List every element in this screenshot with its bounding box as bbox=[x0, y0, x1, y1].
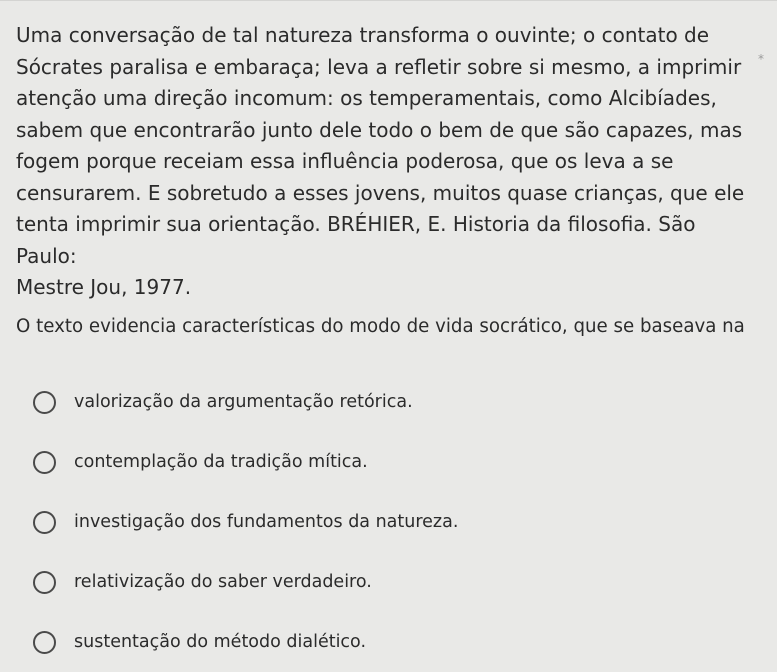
answer-option-a[interactable] bbox=[33, 372, 753, 432]
answer-option-e[interactable] bbox=[33, 612, 753, 672]
radio-button-icon[interactable] bbox=[33, 391, 56, 414]
radio-button-icon[interactable] bbox=[33, 571, 56, 594]
required-asterisk: * bbox=[758, 52, 764, 66]
top-divider bbox=[0, 0, 777, 1]
answer-option-label: sustentação do método dialético. bbox=[74, 632, 367, 652]
answer-option-label: contemplação da tradição mítica. bbox=[74, 452, 368, 472]
radio-button-icon[interactable] bbox=[33, 631, 56, 654]
answer-option-c[interactable] bbox=[33, 492, 753, 552]
answer-options bbox=[33, 372, 753, 672]
radio-button-icon[interactable] bbox=[33, 451, 56, 474]
question-prompt: O texto evidencia características do modo de vida socrático, que se baseava na bbox=[16, 316, 745, 337]
radio-button-icon[interactable] bbox=[33, 511, 56, 534]
answer-option-label: relativização do saber verdadeiro. bbox=[74, 572, 372, 592]
passage-text: Uma conversação de tal natureza transforma o ouvinte; o contato de Sócrates paralisa e embaraça; leva a refletir sobre si mesmo, a imprimir atenção uma direção incomum: os temperamentais, como Alcibíades, sabem que encontrarão junto dele todo o bem de que são capazes, mas fogem porque receiam essa influência poderosa, que os leva a se censurarem. E sobretudo a esses jovens, muitos quase crianças, que ele tenta imprimir sua orientação. BRÉHIER, E. Historia da filosofia. São Paulo: Mestre Jou, 1977. bbox=[16, 23, 745, 299]
answer-option-b[interactable] bbox=[33, 432, 753, 492]
question-passage bbox=[16, 20, 758, 304]
answer-option-d[interactable] bbox=[33, 552, 753, 612]
answer-option-label: investigação dos fundamentos da natureza. bbox=[74, 512, 459, 532]
answer-option-label: valorização da argumentação retórica. bbox=[74, 392, 413, 412]
